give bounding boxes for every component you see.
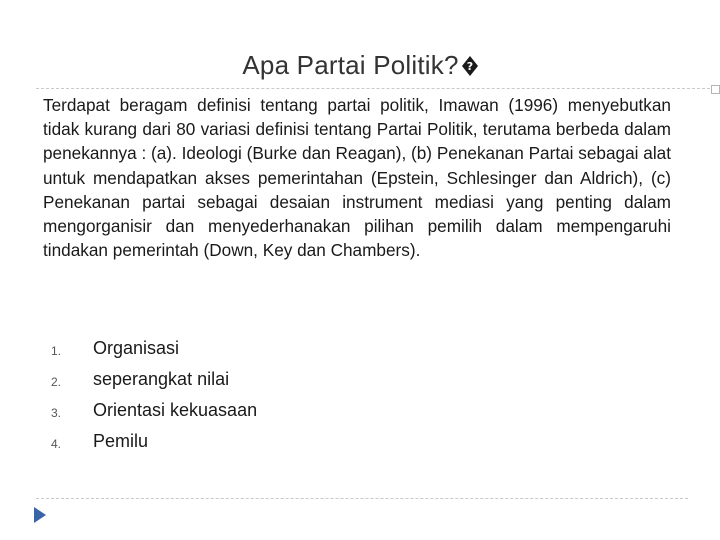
list-number: 2. xyxy=(51,375,62,389)
list-text: Pemilu xyxy=(93,431,149,451)
slide-title-text: Apa Partai Politik? xyxy=(242,50,459,80)
list-number: 1. xyxy=(51,344,62,358)
slide-title xyxy=(0,50,720,81)
list-text: Organisasi xyxy=(93,338,180,358)
body-paragraph: Terdapat beragam definisi tentang partai politik, Imawan (1996) menyebutkan tidak kurang dari 80 variasi definisi tentang Partai Politik, terutama berbeda dalam penekannya : (a). Ideologi (Burke dan Reagan), (b) Penekanan Partai sebagai alat untuk mendapatkan akses pemerintahan (Epstein, Schlesinger dan Aldrich), (c) Penekanan partai sebagai desaian instrument mediasi yang penting dalam mengorganisir dan menyederhanakan pilihan pemilih dalam mempengaruhi tindakan pemerintah (Down, Key dan Chambers). xyxy=(43,95,671,261)
list-number: 3. xyxy=(51,406,62,420)
triangle-right-icon[interactable] xyxy=(33,506,47,524)
list-text: seperangkat nilai xyxy=(93,369,230,389)
square-cap-icon xyxy=(711,85,720,94)
list-text: Orientasi kekuasaan xyxy=(93,400,258,420)
svg-text:?: ? xyxy=(466,60,473,73)
top-divider xyxy=(36,88,720,89)
list-number: 4. xyxy=(51,437,62,451)
missing-glyph-icon xyxy=(462,56,478,76)
bottom-divider xyxy=(36,498,688,499)
